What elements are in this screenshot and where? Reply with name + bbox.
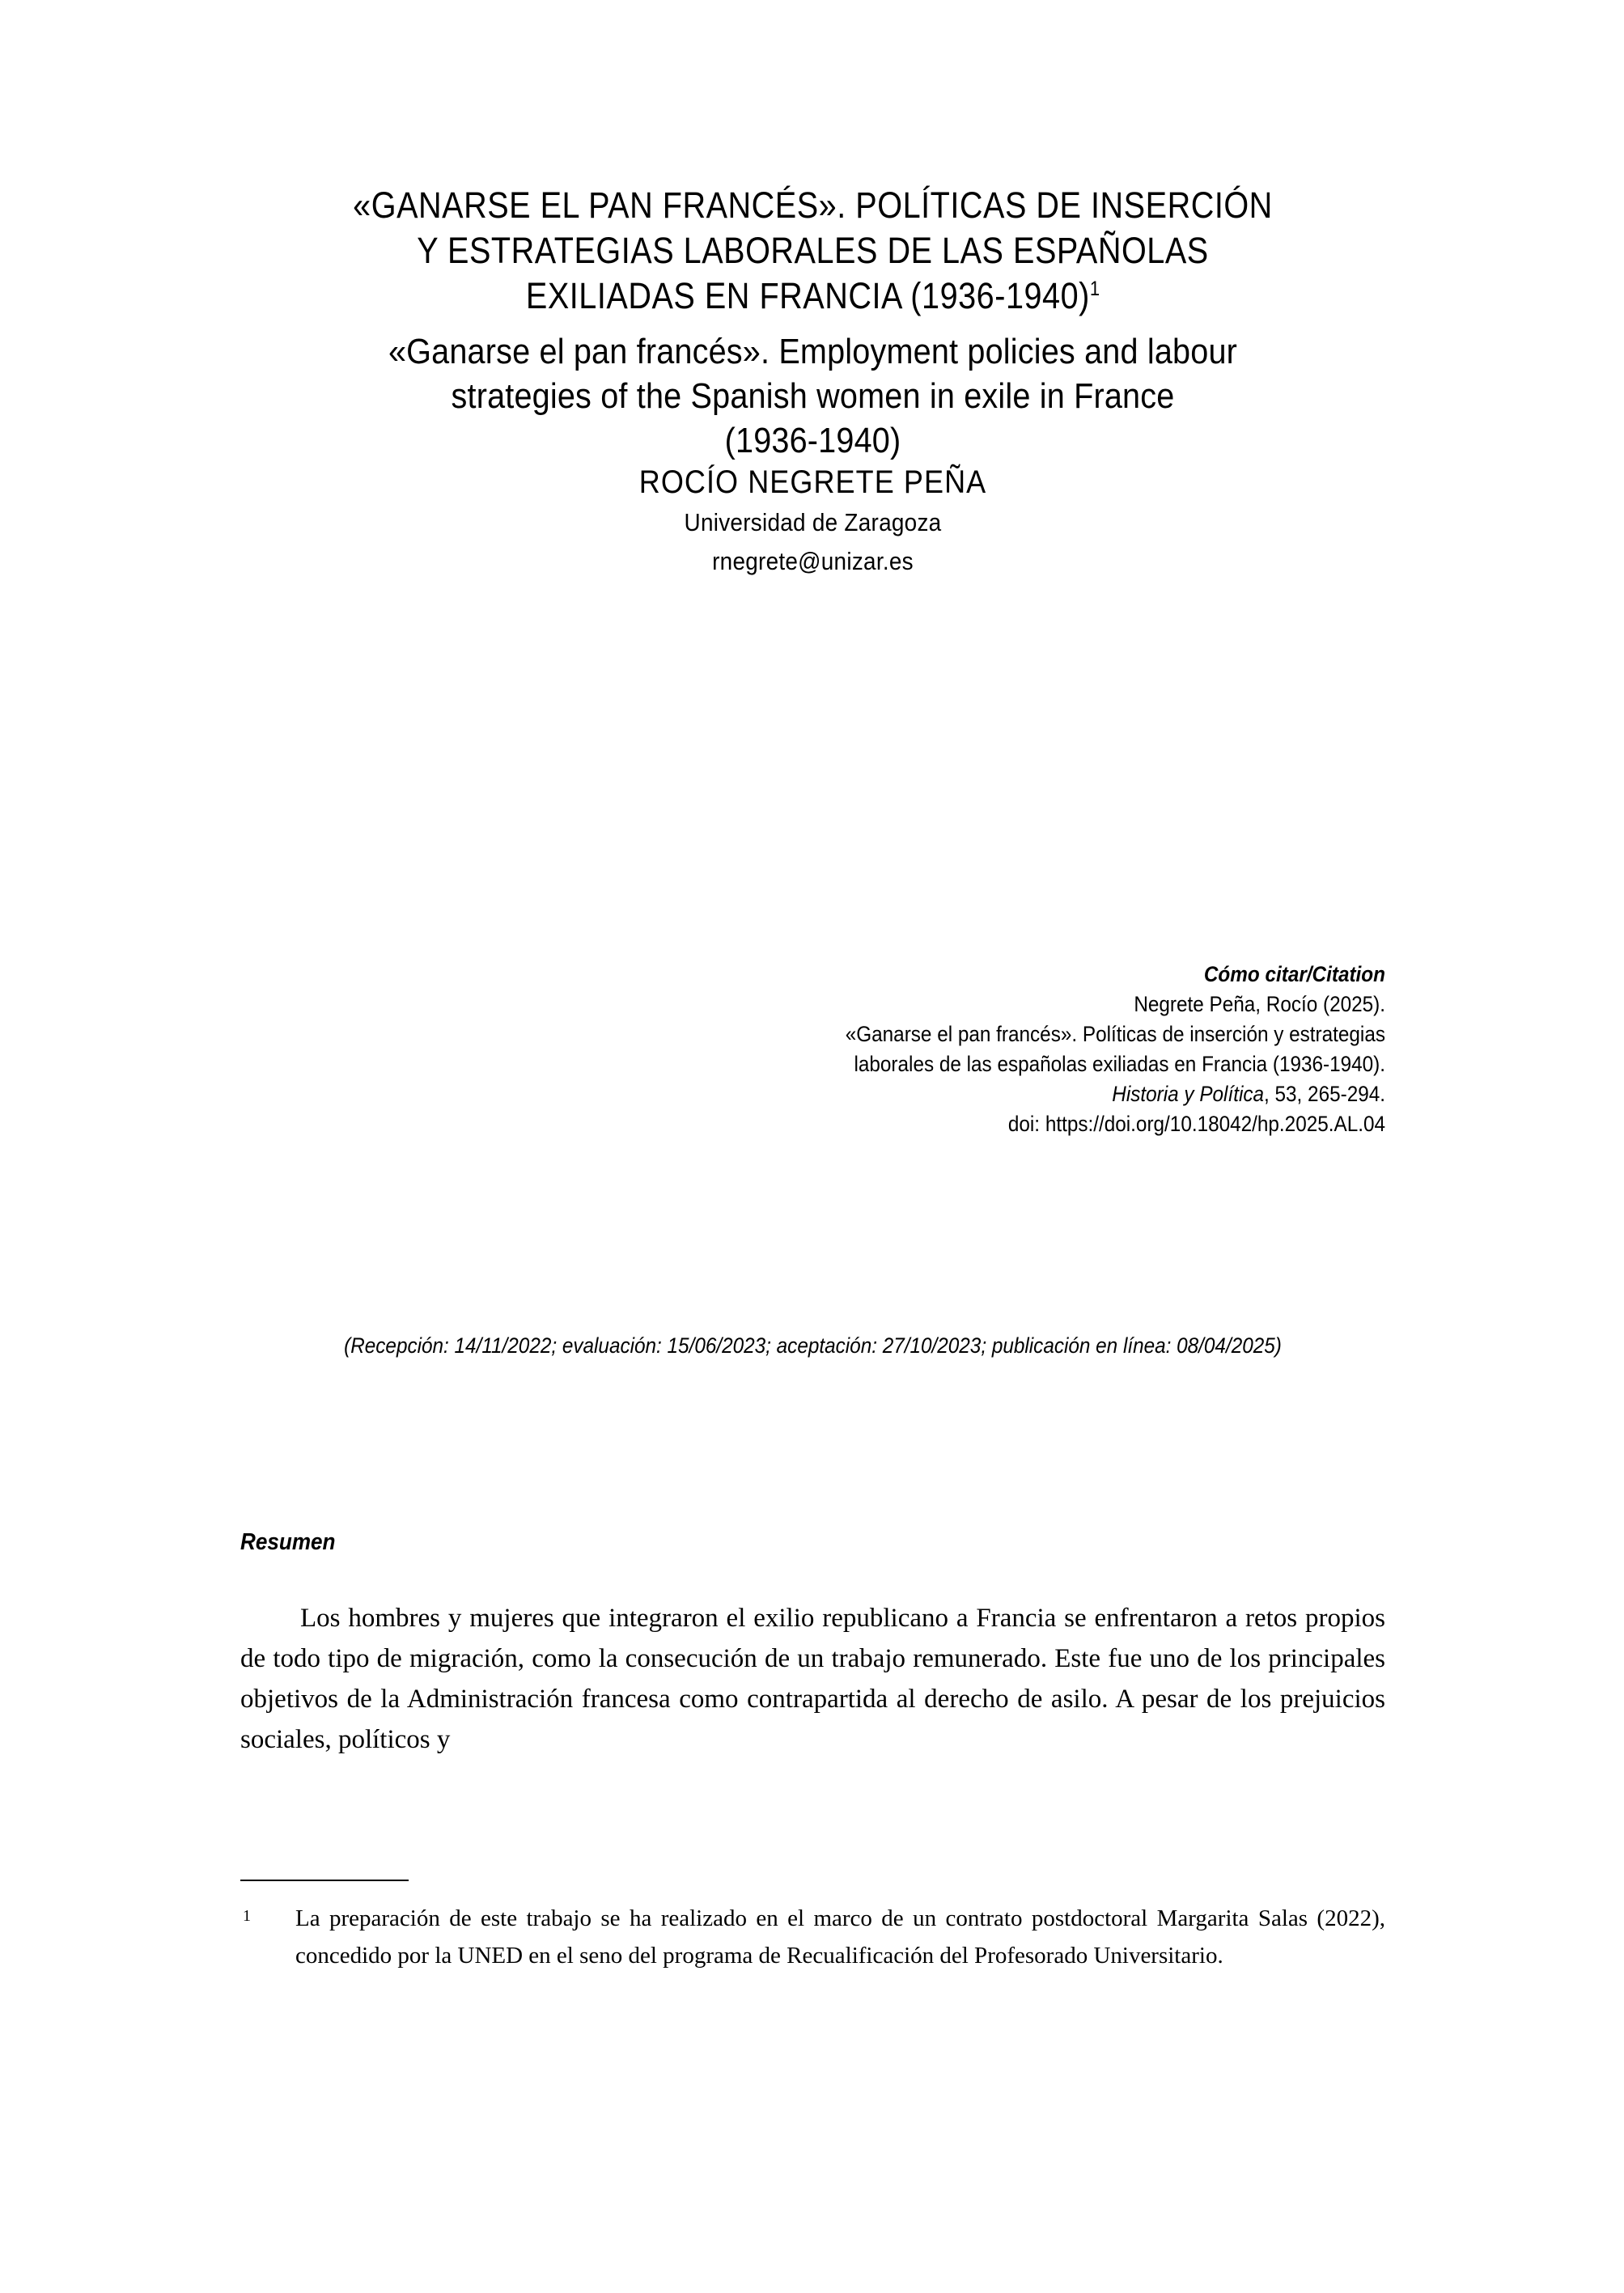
citation-block <box>355 960 1386 1139</box>
abstract-paragraph: Los hombres y mujeres que integraron el exilio republicano a Francia se enfrentaron a retos propios de todo tipo de migración, como la consecución de un trabajo remunerado. Este fue uno de los principales objetivos de la Administración francesa como contrapartida al derecho de asilo. A pesar de los prejuicios sociales, políticos y <box>240 1604 1385 1754</box>
citation-doi[interactable]: doi: https://doi.org/10.18042/hp.2025.AL.04 <box>1007 1112 1385 1136</box>
citation-author-year: Negrete Peña, Rocío (2025). <box>1134 992 1385 1016</box>
citation-journal-name: Historia y Política <box>1112 1082 1265 1106</box>
citation-heading: Cómo citar/Citation <box>1203 962 1385 986</box>
footnote-number: 1 <box>243 1907 251 1925</box>
reception-dates: (Recepción: 14/11/2022; evaluación: 15/06/2023; aceptación: 27/10/2023; publicación en línea: 08/04/2025) <box>344 1333 1282 1358</box>
abstract-heading: Resumen <box>240 1529 336 1555</box>
title-english-line-2: strategies of the Spanish women in exile in France <box>451 375 1175 416</box>
title-spanish-line-1: «GANARSE EL PAN FRANCÉS». POLÍTICAS DE INSERCIÓN <box>353 184 1273 227</box>
author-affiliation: Universidad de Zaragoza <box>684 508 942 536</box>
citation-title-line-2: laborales de las españolas exiliadas en Francia (1936-1940). <box>854 1052 1385 1076</box>
citation-journal-details: , 53, 265-294. <box>1264 1082 1385 1106</box>
footnote-separator-rule <box>240 1880 409 1881</box>
page-title-english <box>298 329 1329 463</box>
footnote-text: La preparación de este trabajo se ha realizado en el marco de un contrato postdoctoral Margarita Salas (2022), concedido por la UNED en el seno del programa de Recualificación del Profesorado Universitario. <box>295 1905 1385 1969</box>
citation-title-line-1: «Ganarse el pan francés». Políticas de inserción y estrategias <box>845 1022 1385 1046</box>
author-block <box>298 461 1329 581</box>
author-name: ROCÍO NEGRETE PEÑA <box>638 464 987 500</box>
citation-journal-line <box>355 1079 1386 1109</box>
title-spanish-line-2: Y ESTRATEGIAS LABORALES DE LAS ESPAÑOLAS <box>417 230 1209 272</box>
abstract-body <box>240 1598 1385 1760</box>
author-email[interactable]: rnegrete@unizar.es <box>712 547 914 575</box>
footnote-block <box>240 1900 1385 1974</box>
title-english-line-3: (1936-1940) <box>724 420 901 460</box>
footnote-marker[interactable]: 1 <box>1089 278 1100 301</box>
page-title-spanish <box>309 183 1317 319</box>
title-english-line-1: «Ganarse el pan francés». Employment policies and labour <box>388 331 1238 371</box>
title-spanish-line-3 <box>309 273 1317 319</box>
title-spanish-line-3-text: EXILIADAS EN FRANCIA (1936-1940) <box>525 275 1090 317</box>
